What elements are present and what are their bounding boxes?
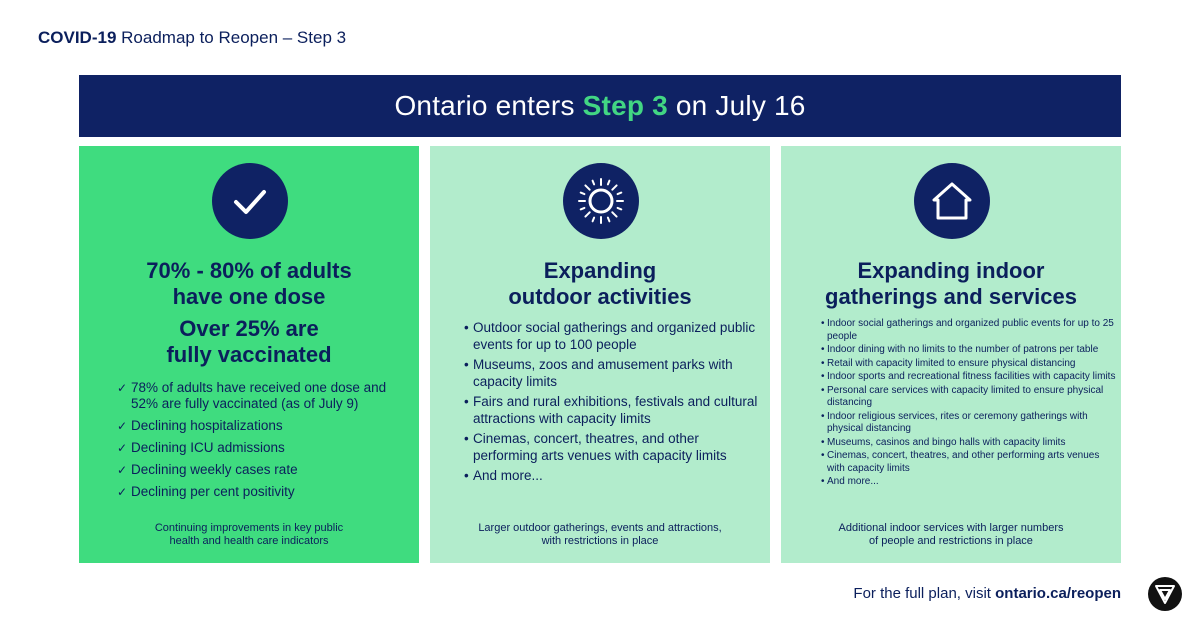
panel-footnote	[781, 522, 1121, 548]
page-title-rest: Roadmap to Reopen – Step 3	[116, 28, 347, 47]
bullet-icon: •	[821, 357, 825, 369]
bullet-icon: •	[464, 394, 469, 409]
list-item-text: Indoor sports and recreational fitness facilities with capacity limits	[827, 371, 1116, 382]
panel-heading-line: outdoor activities	[508, 284, 692, 309]
bullet-icon: •	[464, 431, 469, 446]
footnote-line: of people and restrictions in place	[869, 535, 1033, 547]
list-item	[821, 344, 1116, 357]
outdoor-list	[464, 319, 764, 487]
ontario-trillium-logo	[1148, 577, 1182, 611]
panel-heading-line: have one dose	[172, 284, 326, 309]
bullet-icon: •	[821, 410, 825, 422]
bullet-icon: •	[821, 344, 825, 355]
bullet-icon: •	[821, 371, 825, 382]
footer-text	[853, 585, 1121, 602]
sun-icon	[563, 163, 639, 239]
panel-footnote	[79, 522, 419, 548]
list-item	[117, 484, 407, 500]
banner-pre: Ontario enters	[394, 90, 575, 121]
list-item	[821, 385, 1116, 410]
check-mark-icon: ✓	[117, 381, 128, 395]
footnote-line: with restrictions in place	[541, 535, 659, 547]
list-item-text: Outdoor social gatherings and organized public events for up to 100 people	[473, 320, 756, 352]
list-item	[464, 393, 764, 427]
bullet-icon: •	[464, 357, 469, 372]
list-item	[464, 319, 764, 353]
house-icon	[914, 163, 990, 239]
bullet-icon: •	[821, 384, 825, 396]
panel-heading	[79, 258, 419, 310]
bullet-icon: •	[821, 318, 825, 329]
list-item	[821, 450, 1116, 475]
panel-vaccination	[79, 146, 419, 563]
step-banner	[79, 75, 1121, 137]
list-item	[821, 476, 1116, 489]
panel-subheading	[79, 316, 419, 368]
bullet-icon: •	[464, 468, 469, 483]
footnote-line: health and health care indicators	[169, 535, 329, 547]
list-item-text: Cinemas, concert, theatres, and other performing arts venues with capacity limits	[473, 431, 727, 463]
list-item-text: Indoor dining with no limits to the number of patrons per table	[827, 344, 1099, 355]
list-item	[464, 430, 764, 464]
list-item-text: Declining per cent positivity	[131, 484, 295, 499]
panel-footnote	[430, 522, 770, 548]
indoor-list	[821, 318, 1116, 490]
banner-highlight: Step 3	[582, 90, 668, 121]
list-item	[821, 318, 1116, 343]
bullet-icon: •	[821, 436, 825, 448]
panel-indoor	[781, 146, 1121, 563]
panel-outdoor	[430, 146, 770, 563]
indicator-list	[117, 380, 407, 506]
list-item	[117, 418, 407, 434]
bullet-icon: •	[821, 450, 825, 461]
page-title	[38, 28, 346, 48]
check-mark-icon: ✓	[117, 441, 128, 455]
check-mark-icon: ✓	[117, 463, 128, 477]
checkmark-icon	[212, 163, 288, 239]
list-item-text: Indoor social gatherings and organized public events for up to 25 people	[827, 318, 1114, 342]
list-item-text: Declining weekly cases rate	[131, 462, 298, 477]
list-item	[464, 356, 764, 390]
panel-heading-line: Expanding indoor	[857, 258, 1045, 283]
footnote-line: Additional indoor services with larger numbers	[838, 522, 1064, 534]
list-item	[821, 371, 1116, 384]
footer-lead: For the full plan, visit	[853, 585, 996, 602]
list-item	[821, 437, 1116, 450]
list-item-text: And more...	[473, 468, 543, 483]
list-item-text: Retail with capacity limited to ensure physical distancing	[827, 357, 1076, 369]
bullet-icon: •	[821, 476, 825, 487]
list-item-text: Declining ICU admissions	[131, 440, 285, 455]
list-item-text: Declining hospitalizations	[131, 418, 283, 433]
list-item	[117, 462, 407, 478]
list-item-text: Indoor religious services, rites or ceremony gatherings with physical distancing	[827, 410, 1088, 434]
list-item	[117, 380, 407, 412]
footnote-line: Continuing improvements in key public	[154, 522, 344, 534]
panel-subheading-line: fully vaccinated	[166, 342, 332, 367]
panel-heading	[430, 258, 770, 310]
panel-heading-line: Expanding	[543, 258, 657, 283]
reopen-link[interactable]: ontario.ca/reopen	[995, 585, 1121, 602]
banner-post: on July 16	[675, 90, 806, 121]
list-item	[464, 467, 764, 484]
list-item-text: Museums, zoos and amusement parks with capacity limits	[473, 357, 733, 389]
panel-heading-line: 70% - 80% of adults	[146, 258, 352, 283]
list-item	[821, 411, 1116, 436]
page-title-bold: COVID-19	[38, 28, 117, 47]
bullet-icon: •	[464, 320, 469, 335]
check-mark-icon: ✓	[117, 485, 128, 499]
list-item-text: 78% of adults have received one dose and 52% are fully vaccinated (as of July 9)	[131, 380, 387, 411]
panel-heading	[781, 258, 1121, 310]
check-mark-icon: ✓	[117, 419, 128, 433]
panel-heading-line: gatherings and services	[825, 284, 1077, 309]
list-item-text: Personal care services with capacity limited to ensure physical distancing	[827, 384, 1104, 408]
list-item-text: And more...	[827, 476, 879, 487]
list-item-text: Fairs and rural exhibitions, festivals and cultural attractions with capacity limits	[473, 394, 758, 426]
list-item	[821, 358, 1116, 371]
list-item	[117, 440, 407, 456]
panel-subheading-line: Over 25% are	[179, 316, 319, 341]
list-item-text: Cinemas, concert, theatres, and other performing arts venues with capacity limits	[827, 450, 1100, 474]
list-item-text: Museums, casinos and bingo halls with capacity limits	[827, 436, 1066, 448]
footnote-line: Larger outdoor gatherings, events and attractions,	[478, 522, 722, 534]
